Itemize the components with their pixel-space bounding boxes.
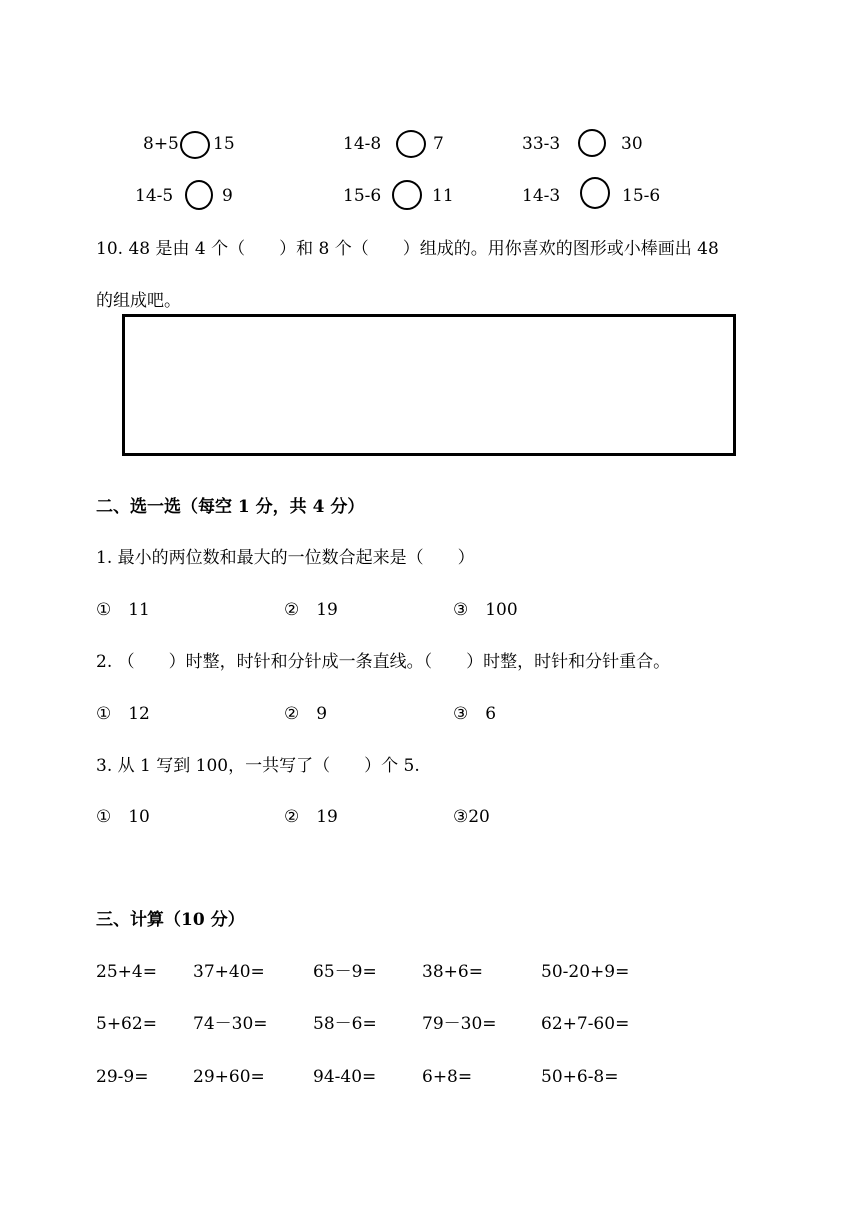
choice-option-1[interactable]: ① 11 — [96, 600, 150, 620]
choice-question-2: 2. （ ）时整，时针和分针成一条直线。（ ）时整，时针和分针重合。 — [96, 652, 671, 672]
choice-option-2[interactable]: ② 9 — [284, 704, 328, 724]
calc-item: 74－30= — [193, 1014, 268, 1034]
compare-expr-right: 15 — [213, 134, 235, 154]
question-10-line1: 10. 48 是由 4 个（ ）和 8 个（ ）组成的。用你喜欢的图形或小棒画出 48 — [96, 239, 719, 259]
section-3-title: 三、计算（10 分） — [96, 910, 245, 930]
calc-item: 38+6= — [422, 962, 483, 982]
compare-expr-left: 14-3 — [522, 186, 561, 206]
question-10-line2: 的组成吧。 — [96, 291, 181, 311]
choice-question-1: 1. 最小的两位数和最大的一位数合起来是（ ） — [96, 548, 475, 568]
choice-option-3[interactable]: ③20 — [453, 807, 490, 827]
choice-option-3[interactable]: ③ 100 — [453, 600, 518, 620]
compare-expr-left: 14-5 — [135, 186, 174, 206]
calc-item: 65－9= — [313, 962, 377, 982]
compare-expr-right: 9 — [222, 186, 233, 206]
calc-item: 37+40= — [193, 962, 265, 982]
calc-item: 58－6= — [313, 1014, 377, 1034]
choice-option-2[interactable]: ② 19 — [284, 600, 338, 620]
compare-circle-blank[interactable] — [580, 177, 610, 209]
compare-expr-left: 8+5 — [143, 134, 179, 154]
calc-item: 50+6-8= — [541, 1067, 619, 1087]
compare-circle-blank[interactable] — [180, 131, 210, 159]
section-2-title: 二、选一选（每空 1 分，共 4 分） — [96, 497, 365, 517]
choice-question-3: 3. 从 1 写到 100，一共写了（ ）个 5. — [96, 756, 420, 776]
compare-expr-right: 11 — [432, 186, 454, 206]
calc-item: 25+4= — [96, 962, 157, 982]
compare-expr-left: 33-3 — [522, 134, 561, 154]
drawing-answer-box[interactable] — [122, 314, 736, 456]
calc-item: 5+62= — [96, 1014, 157, 1034]
calc-item: 29-9= — [96, 1067, 149, 1087]
calc-item: 50-20+9= — [541, 962, 630, 982]
compare-circle-blank[interactable] — [392, 180, 422, 210]
calc-item: 62+7-60= — [541, 1014, 630, 1034]
compare-expr-left: 14-8 — [343, 134, 382, 154]
compare-circle-blank[interactable] — [185, 180, 213, 210]
calc-item: 94-40= — [313, 1067, 377, 1087]
choice-option-1[interactable]: ① 10 — [96, 807, 150, 827]
compare-circle-blank[interactable] — [396, 130, 426, 158]
choice-option-2[interactable]: ② 19 — [284, 807, 338, 827]
calc-item: 79－30= — [422, 1014, 497, 1034]
compare-expr-left: 15-6 — [343, 186, 382, 206]
compare-expr-right: 7 — [433, 134, 444, 154]
compare-circle-blank[interactable] — [578, 129, 606, 157]
choice-option-1[interactable]: ① 12 — [96, 704, 150, 724]
compare-expr-right: 30 — [621, 134, 643, 154]
choice-option-3[interactable]: ③ 6 — [453, 704, 497, 724]
compare-expr-right: 15-6 — [622, 186, 661, 206]
calc-item: 29+60= — [193, 1067, 265, 1087]
calc-item: 6+8= — [422, 1067, 473, 1087]
